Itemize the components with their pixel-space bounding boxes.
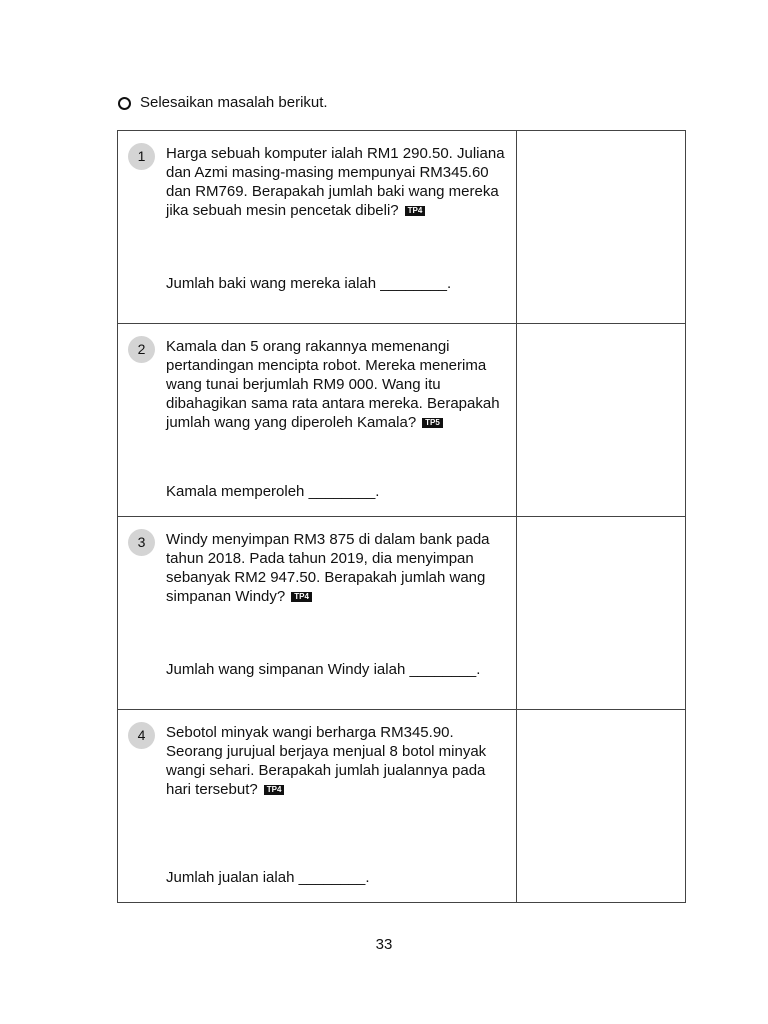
question-number-badge: 4 bbox=[128, 722, 155, 749]
question-row-4 bbox=[118, 710, 686, 903]
answer-statement: Jumlah baki wang mereka ialah ________. bbox=[166, 275, 452, 292]
tp-level-badge: TP4 bbox=[264, 785, 285, 795]
question-cell bbox=[118, 710, 517, 903]
answer-statement: Jumlah jualan ialah ________. bbox=[166, 869, 370, 886]
instruction bbox=[118, 93, 328, 113]
question-row-3 bbox=[118, 517, 686, 710]
question-text bbox=[166, 144, 512, 220]
working-space-cell[interactable] bbox=[517, 517, 686, 710]
question-number-badge: 2 bbox=[128, 336, 155, 363]
tp-level-badge: TP4 bbox=[291, 592, 312, 602]
question-text bbox=[166, 337, 512, 432]
question-cell bbox=[118, 131, 517, 324]
question-text bbox=[166, 530, 512, 606]
page-number: 33 bbox=[375, 936, 393, 953]
question-body: Windy menyimpan RM3 875 di dalam bank pada tahun 2018. Pada tahun 2019, dia menyimpan sebanyak RM2 947.50. Berapakah jumlah wang simpanan Windy? bbox=[166, 531, 490, 605]
tp-level-badge: TP4 bbox=[405, 206, 426, 216]
bullet-circle-icon bbox=[118, 97, 131, 110]
answer-statement: Jumlah wang simpanan Windy ialah ________. bbox=[166, 661, 481, 678]
question-row-2 bbox=[118, 324, 686, 517]
working-space-cell[interactable] bbox=[517, 324, 686, 517]
tp-level-badge: TP5 bbox=[422, 418, 443, 428]
answer-statement: Kamala memperoleh ________. bbox=[166, 483, 380, 500]
question-text bbox=[166, 723, 512, 799]
exercise-table bbox=[117, 130, 686, 903]
question-cell bbox=[118, 324, 517, 517]
question-number-badge: 1 bbox=[128, 143, 155, 170]
question-number-badge: 3 bbox=[128, 529, 155, 556]
instruction-text: Selesaikan masalah berikut. bbox=[140, 94, 328, 111]
question-body: Kamala dan 5 orang rakannya memenangi pertandingan mencipta robot. Mereka menerima wang tunai berjumlah RM9 000. Wang itu dibahagikan sama rata antara mereka. Berapakah jumlah wang yang diperoleh Kamala? bbox=[166, 338, 500, 431]
working-space-cell[interactable] bbox=[517, 710, 686, 903]
question-body: Harga sebuah komputer ialah RM1 290.50. Juliana dan Azmi masing-masing mempunyai RM345.60 dan RM769. Berapakah jumlah baki wang mereka jika sebuah mesin pencetak dibeli? bbox=[166, 145, 505, 219]
working-space-cell[interactable] bbox=[517, 131, 686, 324]
question-body: Sebotol minyak wangi berharga RM345.90. Seorang jurujual berjaya menjual 8 botol minyak wangi sehari. Berapakah jumlah jualannya pada hari tersebut? bbox=[166, 724, 487, 798]
question-cell bbox=[118, 517, 517, 710]
question-row-1 bbox=[118, 131, 686, 324]
